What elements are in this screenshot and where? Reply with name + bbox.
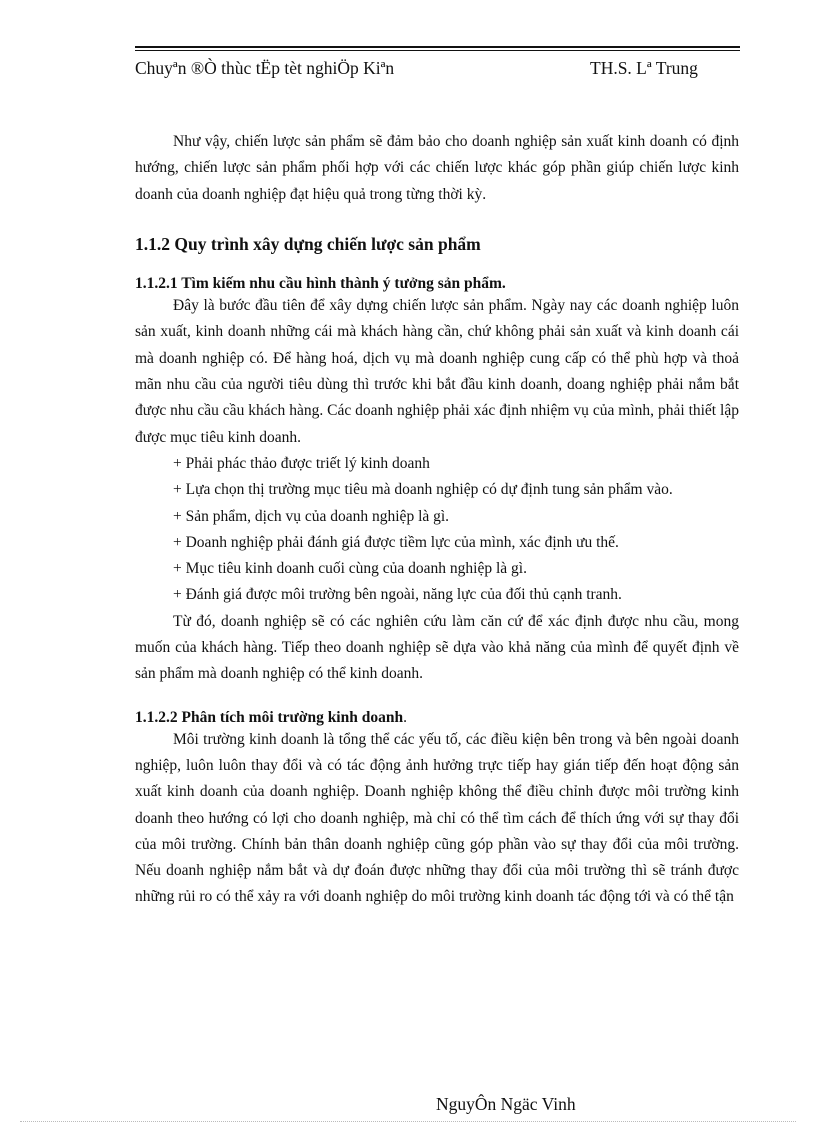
bullet-item: + Đánh giá được môi trường bên ngoài, năng lực của đối thủ cạnh tranh.	[173, 586, 622, 604]
header-rule-thick	[135, 46, 740, 48]
subsection-heading-1: 1.1.2.1 Tìm kiếm nhu cầu hình thành ý tưởng sản phẩm.	[135, 275, 506, 293]
subsection-heading-2	[135, 708, 739, 727]
header-rule-thin	[135, 50, 740, 51]
footer-author: NguyÔn Ngäc Vinh	[436, 1094, 576, 1114]
header-title: Chuyªn ®Ò thùc tËp tèt nghiÖp Kiªn	[135, 58, 395, 78]
page-bottom-border	[20, 1121, 796, 1122]
bullet-item: + Doanh nghiệp phải đánh giá được tiềm lực của mình, xác định ưu thế.	[173, 533, 619, 551]
subsection-2-paragraph: Môi trường kinh doanh là tổng thể các yếu tố, các điều kiện bên trong và bên ngoài doanh nghiệp, luôn luôn thay đổi và có tác động ảnh hưởng trực tiếp hay gián tiếp đến hoạt động sản xuất kinh doanh của doanh nghiệp. Doanh nghiệp không thể điều chỉnh được môi trường kinh doanh theo hướng có lợi cho doanh nghiệp, mà chỉ có thể tìm cách để thích ứng với sự thay đổi của môi trường. Chính bản thân doanh nghiệp cũng góp phần vào sự thay đổi của môi trường. Nếu doanh nghiệp nắm bắt và dự đoán được những thay đổi của môi trường thì sẽ tránh được những rủi ro có thể xảy ra với doanh nghiệp do môi trường kinh doanh tác động tới và có thể tận	[135, 730, 739, 906]
header-author: TH.S. Lª Trung	[590, 58, 698, 78]
intro-paragraph: Như vậy, chiến lược sản phẩm sẽ đảm bảo cho doanh nghiệp sản xuất kinh doanh có định hướng, chiến lược sản phẩm phối hợp với các chiến lược khác góp phần giúp chiến lược kinh doanh của doanh nghiệp đạt hiệu quả trong từng thời kỳ.	[135, 133, 739, 203]
subsection-heading-2-suffix: .	[403, 708, 407, 726]
section-heading: 1.1.2 Quy trình xây dựng chiến lược sản phẩm	[135, 233, 481, 254]
bullet-item: + Lựa chọn thị trường mục tiêu mà doanh nghiệp có dự định tung sản phẩm vào.	[173, 481, 673, 499]
subsection-1-closing: Từ đó, doanh nghiệp sẽ có các nghiên cứu làm căn cứ để xác định được nhu cầu, mong muốn của khách hàng. Tiếp theo doanh nghiệp sẽ dựa vào khả năng của mình để quyết định về sản phẩm mà doanh nghiệp có thể kinh doanh.	[135, 612, 739, 683]
page-body	[135, 129, 739, 911]
subsection-1-paragraph: Đây là bước đầu tiên để xây dựng chiến lược sản phẩm. Ngày nay các doanh nghiệp luôn sản xuất, kinh doanh những cái mà khách hàng cần, chứ không phải sản xuất và kinh doanh cái mà doanh nghiệp có. Để hàng hoá, dịch vụ mà doanh nghiệp cung cấp có thể phù hợp và thoả mãn nhu cầu của người tiêu dùng thì trước khi bắt đầu kinh doanh, doang nghiệp phải nắm bắt được nhu cầu cầu khách hàng. Các doanh nghiệp phải xác định nhiệm vụ của mình, phải thiết lập được mục tiêu kinh doanh.	[135, 297, 739, 446]
bullet-item: + Sản phẩm, dịch vụ của doanh nghiệp là gì.	[173, 507, 450, 525]
bullet-item: + Phải phác thảo được triết lý kinh doanh	[173, 454, 430, 472]
bullet-item: + Mục tiêu kinh doanh cuối cùng của doanh nghiệp là gì.	[173, 560, 527, 578]
subsection-heading-2-text: 1.1.2.2 Phân tích môi trường kinh doanh	[135, 708, 404, 726]
